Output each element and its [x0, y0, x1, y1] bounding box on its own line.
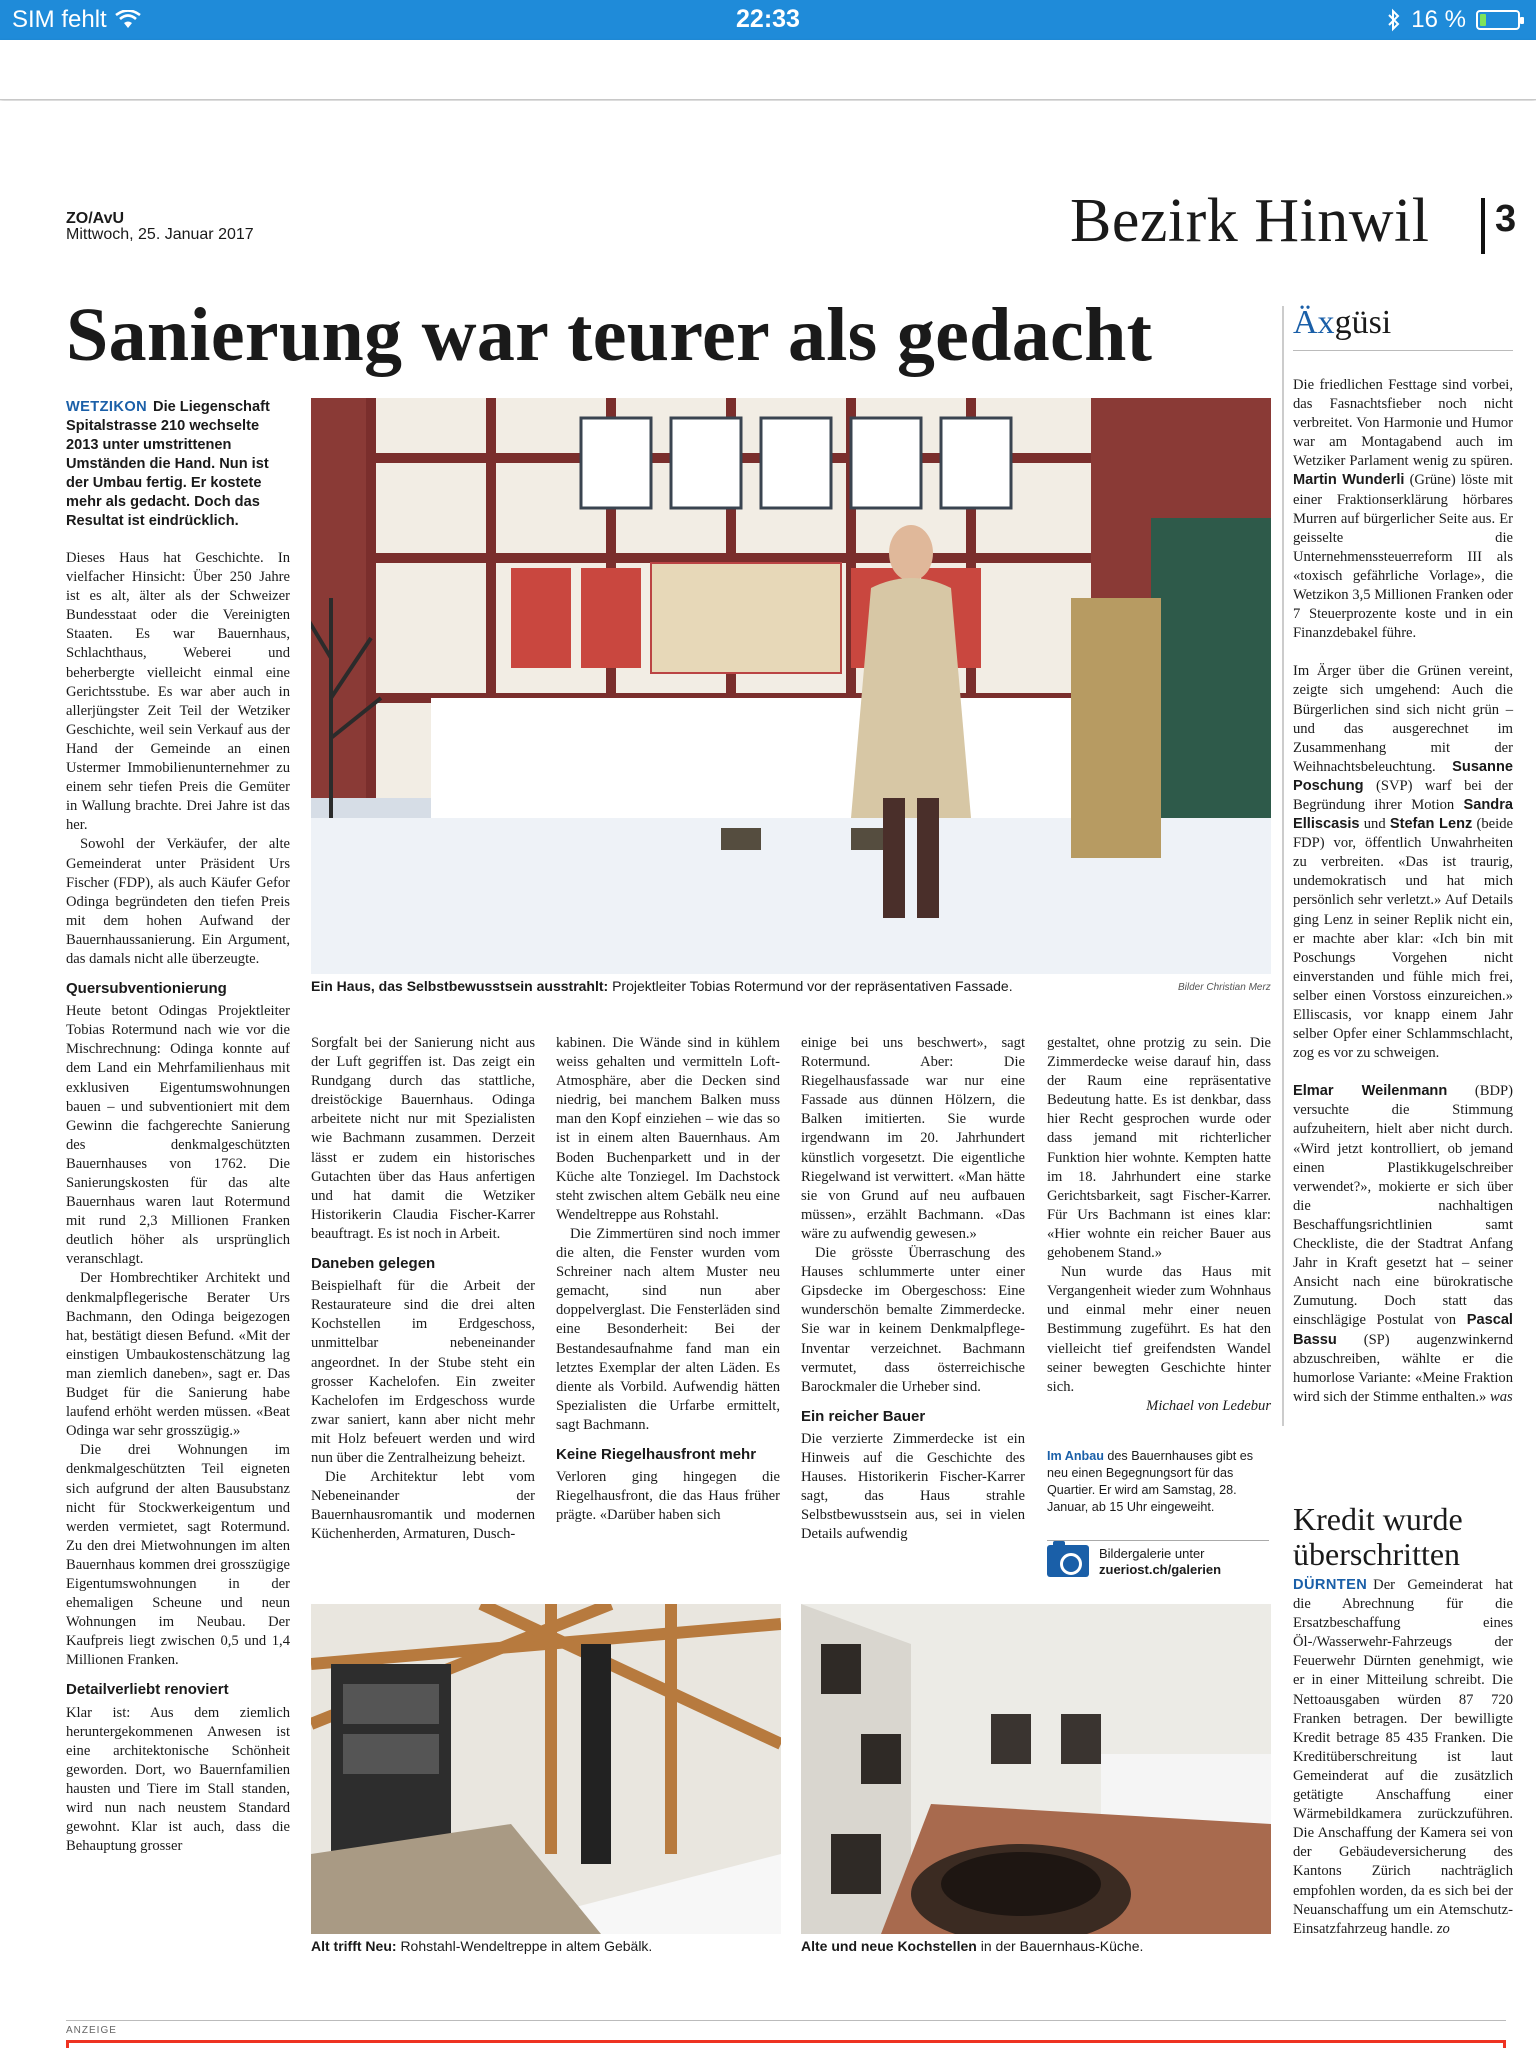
person-name: Susanne Poschung	[1293, 758, 1513, 794]
text: Im Ärger über die Grünen vereint, zeigte sich umgehend: Auch die Bürgerlichen sind sich nicht grün – und das ausgerechnet im Zusammenhang mit der Weihnachtsbeleuchtung.	[1293, 663, 1513, 775]
author: Michael von Ledebur	[1146, 1397, 1271, 1414]
paragraph: kabinen. Die Wände sind in kühlem weiss gehalten und vermitteln Loft-Atmosphäre, aber die Decken sind niedrig, bei manchem Balken muss man den Kopf einziehen – wie das so ist in einem alten Bauernhaus. Am Boden Buchenparkett und in der Küche alte Tonziegel. Im Dachstock steht zwischen altem Gebälk neu eine Wendeltreppe aus Rohstahl.	[556, 1035, 780, 1223]
kredit-headline: Kredit wurde überschritten	[1293, 1501, 1463, 1572]
article-column-1	[66, 398, 290, 1856]
status-right	[1387, 6, 1520, 34]
staircase-photo	[311, 1604, 781, 1934]
side-note-bold: Im Anbau	[1047, 1449, 1104, 1463]
paragraph: Die verzierte Zimmerdecke ist ein Hinweis auf die Geschichte des Hauses. Historikerin Fischer-Karrer sagt, das Haus strahle Selbstbewusstsein aus, sei in vielen Details aufwendig	[801, 1430, 1025, 1543]
ad-divider	[66, 2020, 1506, 2021]
battery-fill	[1480, 14, 1486, 26]
bluetooth-icon	[1387, 8, 1401, 32]
signature: zo	[1436, 1920, 1450, 1937]
paper-name: ZO/AvU	[66, 210, 125, 227]
paragraph	[1293, 1576, 1513, 1939]
kredit-column	[1293, 1576, 1513, 1939]
battery-percent: 16 %	[1411, 6, 1466, 33]
paragraph: Dieses Haus hat Geschichte. In vielfacher Hinsicht: Über 250 Jahre ist es alt, älter als der Schweizer Bundesstaat oder die Vereinigten Staaten. Es war Bauernhaus, Schlachthaus, Weberei und beherbergte vielleicht einmal eine Gerichtsstube. Es war aber auch in allerjüngster Zeit Teil der Wetziker Geschichte, weil sein Verkauf aus der Hand der Gemeinde an einen Ustermer Immobilienunternehmer zu einem sehr tiefen Preis die Gemüter in Wallung brachte. Drei Jahre ist das her.	[66, 550, 290, 834]
gallery-link[interactable]	[1047, 1540, 1269, 1576]
paragraph: Nun wurde das Haus mit Vergangenheit wieder zum Wohnhaus und einmal mehr einer neuen Bestimmung zugeführt. Es hat den vielleicht tief greifendsten Wandel seiner bewegten Geschichte hinter sich.	[1047, 1264, 1271, 1395]
article-column-2	[311, 1034, 535, 1544]
headline: Sanierung war teurer als gedacht	[66, 293, 1153, 377]
subheading: Daneben gelegen	[311, 1255, 436, 1273]
kitchen-caption	[801, 1938, 1271, 1954]
axgusi-column	[1293, 376, 1513, 1407]
paragraph: Die Zimmertüren sind noch immer die alten, die Fenster wurden vom Schreiner nach altem Muster neu gemacht, sind nun aber doppelverglast. Die Fensterläden sind eine Besonderheit: Bei der Bestandesaufnahme fand man ein letztes Exemplar der alten Läden. Es diente als Vorbild. Aufwendig hätten Spezialisten die Urfarbe ermittelt, sagt Bachmann.	[556, 1225, 780, 1433]
paragraph: Sowohl der Verkäufer, der alte Gemeinderat unter Präsident Urs Fischer (FDP), als auch Käufer Gefor Odinga begründeten den tiefen Preis mit dem hohen Aufwand der Bauernhaussanierung. Ein Argument, das damals nicht alle überzeugte.	[66, 836, 290, 967]
house-facade-image	[311, 398, 1271, 974]
caption-text: in der Bauernhaus-Küche.	[980, 1938, 1144, 1954]
text: Die friedlichen Festtage sind vorbei, das Fasnachtsfieber noch nicht verbreitet. Von Harmonie und Humor war am Montagabend auch im Wetziker Parlament wenig zu spüren.	[1293, 377, 1513, 470]
battery-icon	[1476, 10, 1520, 30]
paper-date: Mittwoch, 25. Januar 2017	[66, 226, 254, 243]
section-title: Bezirk Hinwil	[1070, 187, 1430, 255]
paragraph: Klar ist: Aus dem ziemlich heruntergekommenen Anwesen ist eine architektonische Schönheit geworden. Dort, wo Bauernfamilien hausten und Tiere im Stall standen, wird nun nach neustem Standard gewohnt. Klar ist auch, dass die Behauptung grosser	[66, 1704, 290, 1855]
paragraph	[1293, 376, 1513, 643]
person-name: Martin Wunderli	[1293, 472, 1405, 489]
caption-bold: Ein Haus, das Selbstbewusstsein ausstrahlt:	[311, 978, 609, 994]
caption-text: Rohstahl-Wendeltreppe in altem Gebälk.	[400, 1938, 653, 1954]
text: und	[1363, 816, 1386, 833]
text: Der Gemeinderat hat die Abrechnung für die Ersatzbeschaffung eines Öl-/Wasserwehr-Fahrzeugs der Feuerwehr Dürnten genehmigt, wie er in einer Mitteilung schreibt. Die Nettoausgaben würden 87 720 Franken betragen. Der bewilligte Kredit betrage 85 435 Franken. Die Kreditüberschreitung ist laut Gemeinderat auf die zusätzlich getätigte Anschaffung einer Wärmebildkamera zurückzuführen. Die Anschaffung der Kamera sei von der Gebäudeversicherung des Kantons Zürich nachträglich empfohlen worden, da es sich bei der Neuanschaffung um ein Atemschutz-Einsatzfahrzeug handle.	[1293, 1577, 1513, 1937]
dateline: WETZIKON	[66, 399, 148, 415]
side-note-text: des Bauernhauses gibt es neu einen Begegnungsort für das Quartier. Er wird am Samstag, 28. Januar, ab 15 Uhr eingeweiht.	[1047, 1449, 1254, 1514]
text: (beide FDP) vor, öffentlich Unwahrheiten zu verbreiten. «Das ist traurig, undemokratisch und hat mich persönlich sehr verletzt.» Auf Details ging Lenz in seiner Replik nicht ein, er machte aber klar: «Ich bin mit Poschungs Vorgehen nicht einverstanden und fühle mich frei, selber einen Vorstoss einzureichen.» Elliscasis, vor knapp einem Jahr selber Opfer einer Schlammschlacht, zog es vor zu schweigen.	[1293, 816, 1513, 1062]
paragraph: Beispielhaft für die Arbeit der Restaurateure sind die drei alten Kochstellen im Erdgeschoss, unmittelbar nebeneinander angeordnet. In der Stube steht ein grosser Kachelofen. Ein zweiter Kachelofen im Erdgeschoss wurde zwar saniert, kann aber nicht mehr mit Holz befeuert werden und wird nun über die Zentralheizung beheizt.	[311, 1278, 535, 1466]
article-column-5	[1047, 1034, 1271, 1416]
paragraph: Verloren ging hingegen die Riegelhausfront, die das Haus früher prägte. «Darüber haben sich	[556, 1469, 780, 1524]
paragraph: Heute betont Odingas Projektleiter Tobias Rotermund nach wie vor die Mischrechnung: Odinga konnte auf dem Land ein Mehrfamilienhaus mit exklusiven Eigentumswohnungen bauen – und subventioniert mit dem Gewinn die fachgerechte Sanierung des denkmalgeschützten Bauernhauses von 1762. Die Sanierungskosten für das alte Bauernhaus waren laut Rotermund mit rund 2,3 Millionen Franken deutlich höher als ursprünglich veranschlagt.	[66, 1003, 290, 1268]
gallery-line-1: Bildergalerie unter	[1099, 1546, 1205, 1561]
caption-bold: Alte und neue Kochstellen	[801, 1938, 977, 1954]
caption-bold: Alt trifft Neu:	[311, 1938, 397, 1954]
page-number-divider	[1481, 198, 1485, 254]
person-name: Elmar Weilenmann	[1293, 1083, 1448, 1100]
dateline: DÜRNTEN	[1293, 1577, 1368, 1593]
page-number: 3	[1495, 198, 1517, 240]
article-column-3	[556, 1034, 780, 1525]
article-column-4	[801, 1034, 1025, 1544]
gallery-text	[1099, 1546, 1221, 1578]
photo-credit: Bilder Christian Merz	[1178, 982, 1271, 993]
person-name: Sandra Elliscasis	[1293, 796, 1513, 833]
paragraph: Die grösste Überraschung des Hauses schlummerte unter einer Gipsdecke im Obergeschoss: Eine wunderschön bemalte Zimmerdecke. Sie war in keinem Denkmalpflege-Inventar verzeichnet. Bachmann vermutet, dass österreichische Barockmaler die Urheber sind.	[801, 1245, 1025, 1395]
side-note	[1047, 1448, 1269, 1516]
camera-icon	[1047, 1545, 1089, 1577]
reader-toolbar[interactable]	[0, 40, 1536, 100]
text: (Grüne) löste mit einer Fraktionserklärung hörbares Murren auf bürgerlicher Seite aus. Er geisselte die Unternehmenssteuerreform III als «toxisch gefährliche Vorlage», die Wetzikon 3,5 Millionen Franken oder 7 Steuerprozente koste und in ein Finanzdebakel führe.	[1293, 472, 1513, 642]
text: (SP) augenzwinkernd abzuschreiben, wählte er die humorlose Variante: «Meine Fraktion wird sich der Stimme enthalten.»	[1293, 1331, 1513, 1405]
paragraph: Der Hombrechtiker Architekt und denkmalpflegerische Berater Urs Bachmann, den Odinga beigezogen hat, bestätigt diesen Befund. «Mit der einstigen Umbaukostenschätzung lag man ziemlich daneben», sagt er. Das Budget für die Sanierung habe laufend erhöht werden müssen. «Beat Odinga war sehr grosszügig.»	[66, 1270, 290, 1440]
main-photo-caption	[311, 978, 1031, 994]
staircase-caption	[311, 1938, 781, 1954]
lead-text: Die Liegenschaft Spitalstrasse 210 wechselte 2013 unter umstrittenen Umständen die Hand. Nun ist der Umbau fertig. Er kostete mehr als gedacht. Doch das Resultat ist eindrücklich.	[66, 399, 270, 529]
subheading: Quersubventionierung	[66, 980, 227, 998]
caption-text: Projektleiter Tobias Rotermund vor der repräsentativen Fassade.	[612, 978, 1013, 994]
paragraph: einige bei uns beschwert», sagt Rotermund. Aber: Die Riegelhausfassade war nur eine Fassade aus dünnen Hölzern, die Balken imitierten. Sie wurde irgendwann im 20. Jahrhundert künstlich vorgesetzt. Die eigentliche Riegelwand ist verwittert. «Man hätte sie von Grund auf neu aufbauen müssen», erzählt Bachmann. «Das wäre zu aufwendig gewesen.»	[801, 1035, 1025, 1242]
axgusi-title	[1293, 304, 1391, 342]
carrier-label: SIM fehlt	[12, 6, 107, 33]
lead	[66, 398, 290, 531]
ad-banner[interactable]	[66, 2040, 1506, 2048]
person-name: Stefan Lenz	[1389, 816, 1473, 833]
clock: 22:33	[736, 5, 800, 33]
person-name: Pascal Bassu	[1293, 1312, 1513, 1348]
text: (BDP) versuchte die Stimmung aufzuheitern, hielt aber nicht durch. «Wird jetzt kontrolliert, ob jemand einen Plastikkugelschreiber verwendet?», mokierte er sich über die nachhaltigen Beschaffungsrichtlinien samt Checkliste, die der Stadtrat Anfang Jahr in Kraft gesetzt hat – seiner Ansicht nach eine bürokratische Zumutung. Doch statt das einschlägige Postulat von	[1293, 1083, 1513, 1329]
paragraph: Die Architektur lebt vom Nebeneinander der Bauernhausromantik und modernen Küchenherden, Armaturen, Dusch-	[311, 1469, 535, 1543]
paragraph	[1293, 662, 1513, 1063]
axgusi-title-rest: güsi	[1334, 304, 1392, 341]
kitchen-image	[801, 1604, 1271, 1934]
kitchen-photo	[801, 1604, 1271, 1934]
paragraph: Die drei Wohnungen im denkmalgeschützten Teil eigneten sich aufgrund der alten Bausubstanz nicht für Stockwerkeigentum und werden vermietet, sagt Rotermund. Zu den drei Mietwohnungen im alten Bauernhaus kommen drei grosszügige Eigentumswohnungen in der ehemaligen Scheune und neun Wohnungen im Neubau. Der Kaufpreis liegt zwischen 0,5 und 1,4 Millionen Franken.	[66, 1442, 290, 1669]
paragraph	[1293, 1082, 1513, 1407]
main-photo	[311, 398, 1271, 974]
gallery-line-2: zueriost.ch/galerien	[1099, 1562, 1222, 1577]
ad-label: ANZEIGE	[66, 2025, 117, 2036]
signature: was	[1489, 1388, 1513, 1405]
text: (SVP) warf bei der Begründung ihrer Motion	[1293, 777, 1513, 813]
column-divider	[1282, 306, 1284, 1426]
subheading: Ein reicher Bauer	[801, 1407, 926, 1425]
subheading: Keine Riegelhausfront mehr	[556, 1445, 757, 1463]
axgusi-rule	[1293, 350, 1513, 351]
paragraph: gestaltet, ohne protzig zu sein. Die Zimmerdecke weise darauf hin, dass der Raum eine repräsentative Bedeutung hatte. Es ist denkbar, dass hier Recht gesprochen wurde oder dass jemand mit richterlicher Funktion hier wohnte. Kempten hatte im 18. Jahrhundert eine starke Gerichtsbarkeit, sagt Fischer-Karrer. Für Urs Bachmann ist eines klar: «Hier wohnte ein reicher Bauer aus gehobenem Stand.»	[1047, 1035, 1271, 1262]
status-bar	[0, 0, 1536, 40]
subheading: Detailverliebt renoviert	[66, 1681, 229, 1699]
axgusi-title-blue: Äx	[1293, 304, 1335, 341]
staircase-image	[311, 1604, 781, 1934]
paragraph: Sorgfalt bei der Sanierung nicht aus der Luft gegriffen ist. Das zeigt ein Rundgang durch das stattliche, dreistöckige Bauernhaus. Odinga arbeitete nicht nur mit Spezialisten wie Bachmann zusammen. Derzeit lässt er zudem ein historisches Gutachten über das Haus anfertigen und hat damit die Wetziker Historikerin Claudia Fischer-Karrer beauftragt. Es ist noch in Arbeit.	[311, 1035, 535, 1242]
